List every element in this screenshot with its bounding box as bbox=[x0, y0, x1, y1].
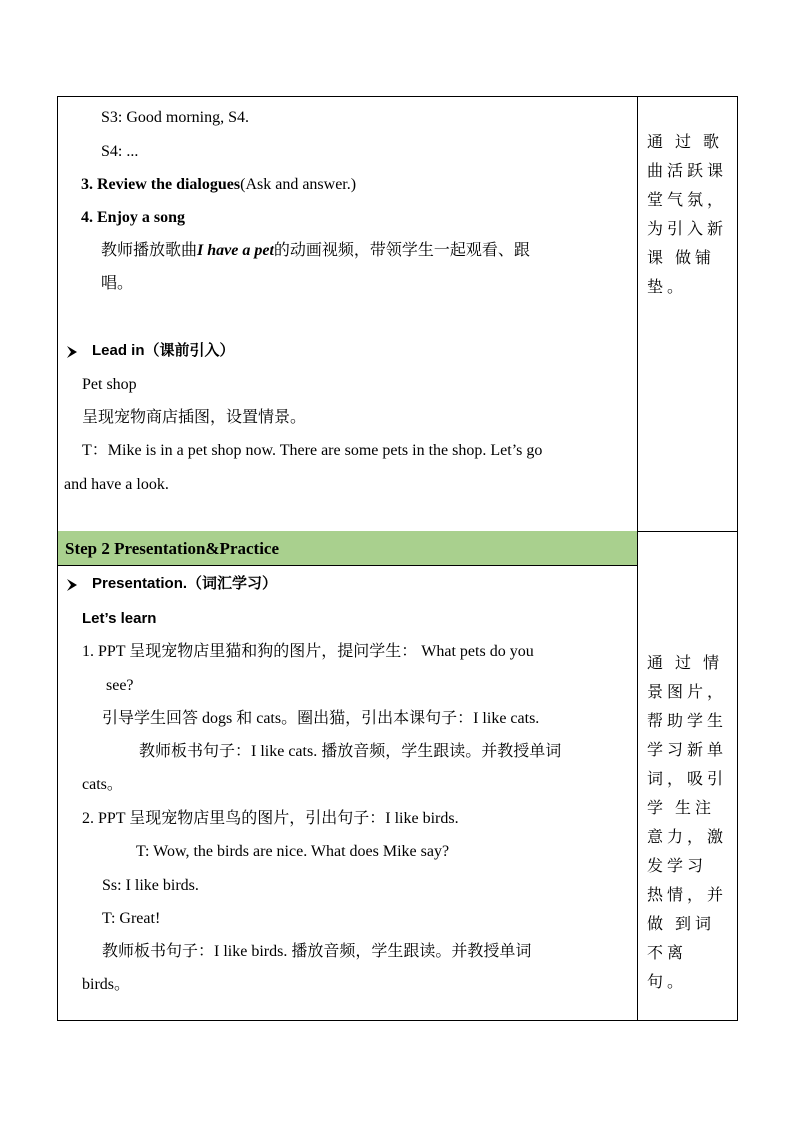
song-description-cont: 唱。 bbox=[101, 275, 134, 292]
step-title-band bbox=[58, 531, 637, 565]
arrow-bullet-icon bbox=[66, 578, 78, 592]
review-dialogues-item bbox=[81, 175, 356, 195]
item2-line1: 2. PPT 呈现宠物店里鸟的图片，引出句子：I like birds. bbox=[82, 810, 459, 827]
lets-learn-heading: Let’s learn bbox=[82, 610, 157, 627]
arrow-bullet-icon bbox=[66, 345, 78, 359]
lesson-plan-table bbox=[57, 96, 738, 1021]
teacher-line-cont: and have a look. bbox=[64, 476, 169, 493]
item1-line5: cats。 bbox=[82, 776, 123, 793]
item1-line2: see? bbox=[106, 677, 134, 694]
lead-in-heading: Lead in（课前引入） bbox=[92, 342, 235, 359]
presentation-heading: Presentation.（词汇学习） bbox=[92, 575, 278, 592]
dialogue-line-s3: S3: Good morning, S4. bbox=[101, 109, 250, 126]
item1-line1: 1. PPT 呈现宠物店里猫和狗的图片，提问学生： What pets do you bbox=[82, 643, 534, 660]
review-dialogues-label: 3. Review the dialogues bbox=[81, 176, 241, 193]
review-dialogues-note: (Ask and answer.) bbox=[240, 176, 357, 193]
side-note-1: 通 过 歌 曲活跃课 堂气氛，为引入新课 做铺垫。 bbox=[647, 134, 728, 296]
item1-line4: 教师板书句子：I like cats. 播放音频，学生跟读。并教授单词 bbox=[139, 743, 562, 760]
song-description: 教师播放歌曲I have a pet的动画视频，带领学生一起观看、跟 bbox=[101, 242, 530, 259]
item2-line6: birds。 bbox=[82, 976, 131, 993]
song-title: I have a pet bbox=[197, 242, 274, 259]
side-note-2: 通 过 情景图片，帮助学生 学习新单 词，吸引学 生注意力，激发学习 热情，并做 到词不离 句。 bbox=[647, 655, 728, 991]
dialogue-line-s4: S4: ... bbox=[101, 143, 139, 160]
item2-line5: 教师板书句子：I like birds. 播放音频，学生跟读。并教授单词 bbox=[102, 943, 532, 960]
pet-shop-label: Pet shop bbox=[82, 376, 137, 393]
enjoy-song-label: 4. Enjoy a song bbox=[81, 209, 186, 226]
item2-line3: Ss: I like birds. bbox=[102, 877, 199, 894]
teacher-line: T：Mike is in a pet shop now. There are some pets in the shop. Let’s go bbox=[82, 442, 543, 459]
pet-shop-desc: 呈现宠物商店插图，设置情景。 bbox=[82, 409, 307, 426]
step-title: Step 2 Presentation&Practice bbox=[65, 539, 280, 558]
item2-line4: T: Great! bbox=[102, 910, 161, 927]
item2-line2: T: Wow, the birds are nice. What does Mike say? bbox=[136, 843, 450, 860]
step-title-divider bbox=[58, 565, 637, 566]
column-divider bbox=[637, 97, 638, 1020]
item1-line3: 引导学生回答 dogs 和 cats。圈出猫，引出本课句子：I like cats. bbox=[102, 710, 540, 727]
